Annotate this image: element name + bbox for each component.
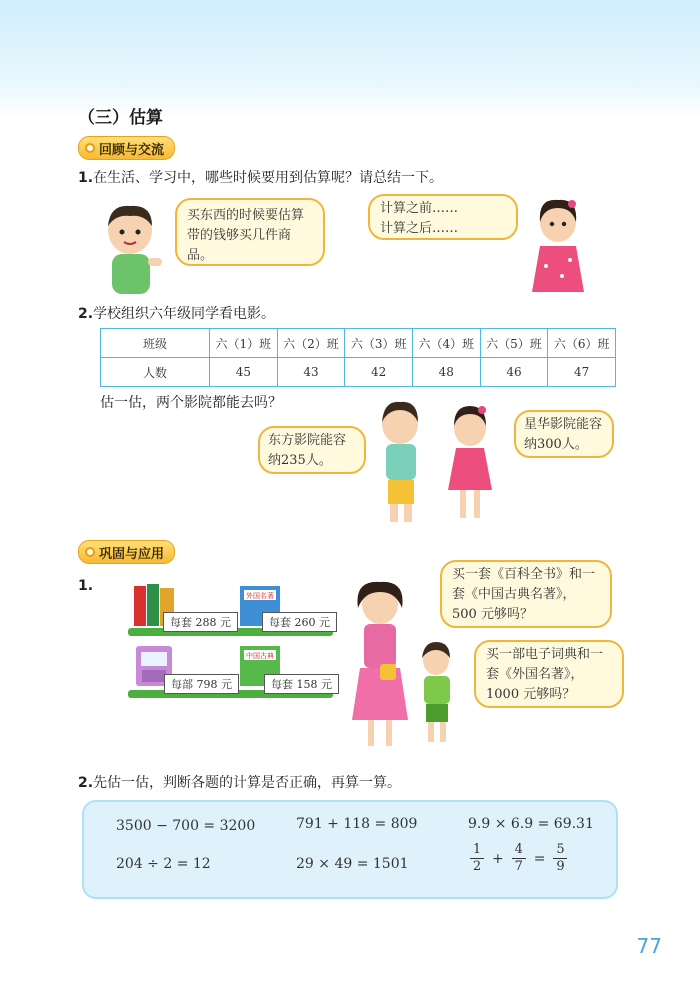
table-cell: 六（4）班 bbox=[412, 329, 480, 358]
price-dictionary: 每部 798 元 bbox=[164, 674, 239, 694]
apply-question-1 bbox=[78, 578, 93, 594]
bubble-girl bbox=[368, 194, 518, 240]
estimate-prompt: 估一估，两个影院都能去吗？ bbox=[100, 395, 282, 411]
denominator: 2 bbox=[472, 859, 482, 874]
girl-illustration bbox=[528, 196, 588, 296]
numerator: 4 bbox=[514, 842, 523, 857]
table-cell: 六（3）班 bbox=[345, 329, 413, 358]
section-title: （三）估算 bbox=[78, 108, 163, 128]
expression-3: 9.9 × 6.9 = 69.31 bbox=[468, 816, 594, 832]
expression-6 bbox=[470, 842, 567, 875]
expression-1: 3500 − 700 = 3200 bbox=[116, 818, 256, 834]
expression-2: 791 + 118 = 809 bbox=[296, 816, 418, 832]
expression-4: 204 ÷ 2 = 12 bbox=[116, 856, 211, 872]
table-cell: 六（5）班 bbox=[480, 329, 548, 358]
price-world-classics: 每套 260 元 bbox=[262, 612, 337, 632]
question-number: 2. bbox=[78, 306, 94, 322]
question-number: 1. bbox=[78, 170, 94, 186]
kids-illustration bbox=[372, 398, 502, 530]
bubble-kid: 买一部电子词典和一套《外国名著》，1000 元够吗？ bbox=[474, 640, 624, 708]
question-text: 先估一估，判断各题的计算是否正确，再算一算。 bbox=[93, 775, 402, 791]
review-pill bbox=[78, 136, 175, 160]
apply-question-2 bbox=[78, 772, 401, 792]
review-pill-label: 回顾与交流 bbox=[99, 142, 165, 158]
table-cell: 48 bbox=[412, 358, 480, 387]
question-text: 在生活、学习中，哪些时候要用到估算呢？请总结一下。 bbox=[93, 170, 444, 186]
fraction bbox=[470, 842, 484, 875]
table-cell: 42 bbox=[345, 358, 413, 387]
top-banner bbox=[0, 0, 700, 120]
bubble-star-cinema: 星华影院能容纳300人。 bbox=[514, 410, 614, 458]
question-text: 学校组织六年级同学看电影。 bbox=[93, 306, 276, 322]
apply-pill bbox=[78, 540, 175, 564]
table-header-cell: 班级 bbox=[101, 329, 210, 358]
table-cell: 46 bbox=[480, 358, 548, 387]
bubble-boy: 买东西的时候要估算带的钱够买几件商品。 bbox=[175, 198, 325, 266]
class-table bbox=[100, 328, 616, 387]
table-cell: 六（1）班 bbox=[210, 329, 278, 358]
bubble-mother: 买一套《百科全书》和一套《中国古典名著》，500 元够吗？ bbox=[440, 560, 612, 628]
table-cell: 45 bbox=[210, 358, 278, 387]
denominator: 7 bbox=[514, 859, 523, 874]
world-classics-title: 外国名著 bbox=[246, 592, 274, 600]
numerator: 1 bbox=[472, 842, 482, 857]
boy-illustration bbox=[94, 200, 166, 300]
bubble-east-cinema: 东方影院能容纳235人。 bbox=[258, 426, 366, 474]
table-cell: 43 bbox=[277, 358, 345, 387]
chinese-classics-title: 中国古典 bbox=[246, 652, 274, 660]
review-question-1 bbox=[78, 167, 443, 187]
apply-pill-label: 巩固与应用 bbox=[99, 546, 165, 562]
page-number: 77 bbox=[636, 934, 662, 958]
expression-5: 29 × 49 = 1501 bbox=[296, 856, 409, 872]
equals-sign: = bbox=[533, 850, 546, 867]
price-encyclopedia: 每套 288 元 bbox=[163, 612, 238, 632]
fraction bbox=[512, 842, 526, 875]
bubble-girl-line-2: 计算之后…… bbox=[380, 221, 459, 236]
bubble-girl-line-1: 计算之前…… bbox=[380, 201, 459, 216]
fraction bbox=[553, 842, 567, 875]
numerator: 5 bbox=[556, 842, 565, 857]
table-row bbox=[101, 329, 616, 358]
denominator: 9 bbox=[556, 859, 565, 874]
table-header-cell: 人数 bbox=[101, 358, 210, 387]
operator: + bbox=[492, 850, 504, 867]
table-cell: 六（2）班 bbox=[277, 329, 345, 358]
price-chinese-classics: 每套 158 元 bbox=[264, 674, 339, 694]
review-question-2 bbox=[78, 303, 275, 323]
bullet-icon bbox=[87, 145, 93, 151]
table-cell: 六（6）班 bbox=[548, 329, 616, 358]
table-cell: 47 bbox=[548, 358, 616, 387]
question-number: 1. bbox=[78, 578, 94, 594]
question-number: 2. bbox=[78, 775, 94, 791]
bullet-icon bbox=[87, 549, 93, 555]
table-row bbox=[101, 358, 616, 387]
